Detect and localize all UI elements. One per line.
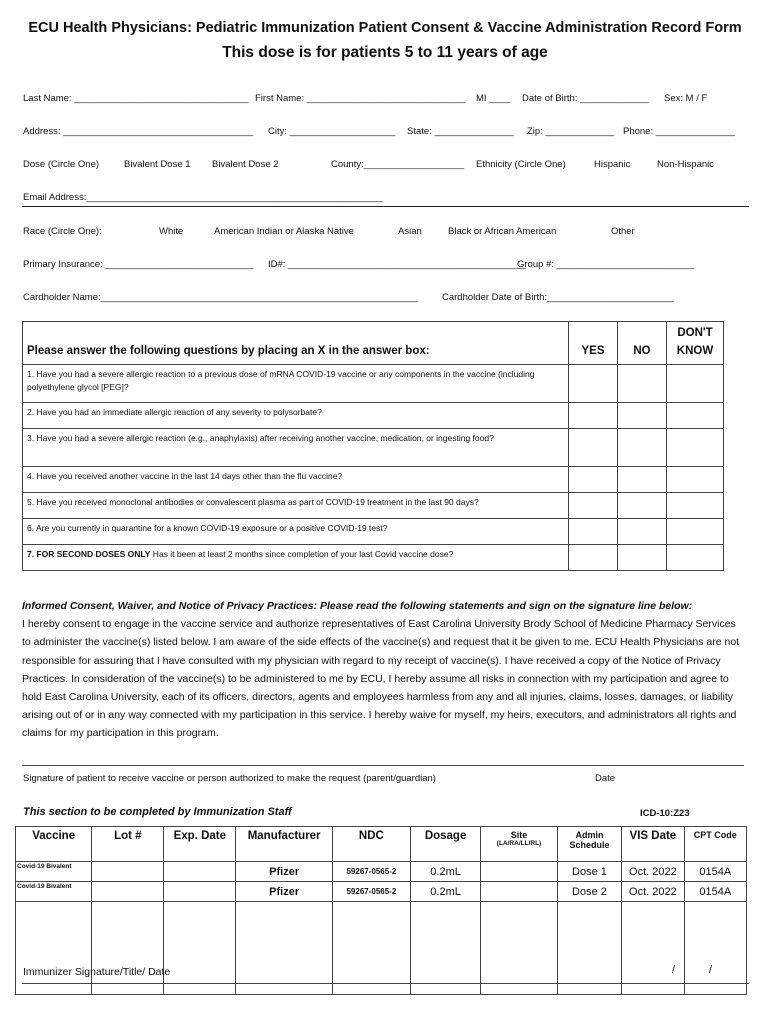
first-name-field[interactable]: First Name: ______________________________ [255, 93, 466, 104]
site-cell[interactable] [481, 862, 557, 882]
question-text: 5. Have you received monoclonal antibodies or convalescent plasma as part of COVID-19 treatment in the last 90 days? [23, 492, 569, 518]
consent-body: I hereby consent to engage in the vaccine service and authorize representatives of East Carolina University Brody School of Medicine Pharmacy Services to administer the vaccine(s) listed below. I am aware of the side effects of the vaccine(s) and request that it be given to me. ECU Health Physicians are not responsible for assuring that I have consulted with my physician with regard to my receipt of vaccine(s). I have received a copy of the Notice of Privacy Practices. In consideration of the vaccine(s) to be administered to me by ECU, I hereby assume all risks in connection with my participation and agree to hold East Carolina University, each of its officers, directors, agents and employees harmless from any and all injuries, claims, losses, damages, or liability arising out of or in any way connected with my participation in this service. I hereby waive for myself, my heirs, executors, and administrators all rights and claims for my participation in this program. [22, 618, 740, 740]
empty-cell [332, 902, 410, 995]
race-ai-option[interactable]: American Indian or Alaska Native [214, 226, 354, 237]
col-exp-date: Exp. Date [164, 827, 236, 862]
bivalent-dose-1-option[interactable]: Bivalent Dose 1 [124, 159, 191, 170]
screening-questions-table [22, 321, 724, 571]
dose-label: Dose (Circle One) [23, 159, 100, 170]
group-number-field[interactable]: Group #: __________________________ [517, 259, 694, 270]
col-manufacturer: Manufacturer [236, 827, 333, 862]
cardholder-name-field[interactable]: Cardholder Name:____________________________________________________________ [23, 292, 418, 303]
yes-box[interactable] [569, 466, 618, 492]
dosage-cell: 0.2mL [410, 882, 480, 902]
yes-box[interactable] [569, 518, 618, 544]
icd-code: ICD-10:Z23 [640, 808, 690, 819]
dont-know-line1: DON'T [677, 327, 713, 339]
yes-box[interactable] [569, 544, 618, 570]
col-site-sub: (LA/RA/LL/RL) [496, 840, 542, 847]
col-vaccine: Vaccine [16, 827, 92, 862]
col-admin-line1: Admin [575, 830, 604, 840]
manufacturer-cell: Pfizer [236, 882, 333, 902]
yes-header: YES [569, 322, 618, 365]
yes-box[interactable] [569, 364, 618, 402]
empty-cell [684, 902, 746, 995]
question-text: 6. Are you currently in quarantine for a known COVID-19 exposure or a positive COVID-19 test? [23, 518, 569, 544]
date-slash-2: / [709, 964, 713, 976]
question-row [23, 466, 724, 492]
question-row [23, 402, 724, 428]
col-lot: Lot # [92, 827, 164, 862]
state-field[interactable]: State: _______________ [407, 126, 514, 137]
question-row [23, 544, 724, 570]
signature-date-label: Date [595, 773, 616, 784]
staff-section-heading: This section to be completed by Immunization Staff [23, 806, 292, 818]
empty-cell [92, 902, 164, 995]
empty-cell [16, 902, 92, 995]
dont-know-box[interactable] [667, 364, 724, 402]
admin-cell: Dose 1 [557, 862, 622, 882]
cardholder-dob-field[interactable]: Cardholder Date of Birth:________________________ [442, 292, 674, 303]
site-cell[interactable] [481, 882, 557, 902]
col-site-label: Site [510, 830, 528, 840]
question-row [23, 518, 724, 544]
exp-cell[interactable] [164, 882, 236, 902]
cpt-cell: 0154A [684, 862, 746, 882]
cpt-cell: 0154A [684, 882, 746, 902]
vaccine-cell: Covid-19 Bivalent [16, 882, 92, 902]
dont-know-box[interactable] [667, 492, 724, 518]
vis-cell: Oct. 2022 [622, 862, 684, 882]
no-box[interactable] [618, 402, 667, 428]
no-header: NO [618, 322, 667, 365]
form-title: ECU Health Physicians: Pediatric Immunization Patient Consent & Vaccine Administration Record Form [28, 20, 742, 36]
manufacturer-cell: Pfizer [236, 862, 333, 882]
dont-know-box[interactable] [667, 544, 724, 570]
question-text: 2. Have you had an immediate allergic reaction of any severity to polysorbate? [23, 402, 569, 428]
email-field[interactable]: Email Address:________________________________________________________ [23, 192, 383, 203]
yes-box[interactable] [569, 428, 618, 466]
signature-line[interactable] [22, 765, 744, 766]
empty-cell [557, 902, 622, 995]
race-other-option[interactable]: Other [611, 226, 635, 237]
section-divider [22, 206, 749, 207]
question-text [23, 544, 569, 570]
city-field[interactable]: City: ____________________ [268, 126, 396, 137]
vaccine-row [16, 882, 747, 902]
question-text: 4. Have you received another vaccine in the last 14 days other than the flu vaccine? [23, 466, 569, 492]
date-slash-1: / [672, 964, 676, 976]
consent-heading: Informed Consent, Waiver, and Notice of Privacy Practices: Please read the following statements and sign on the signature line below: [22, 600, 693, 612]
non-hispanic-option[interactable]: Non-Hispanic [657, 159, 715, 170]
ndc-cell: 59267-0565-2 [332, 862, 410, 882]
empty-cell [164, 902, 236, 995]
exp-cell[interactable] [164, 862, 236, 882]
col-cpt-code: CPT Code [684, 827, 746, 862]
ndc-cell: 59267-0565-2 [332, 882, 410, 902]
no-box[interactable] [618, 492, 667, 518]
hispanic-option[interactable]: Hispanic [594, 159, 631, 170]
empty-cell [236, 902, 333, 995]
race-asian-option[interactable]: Asian [398, 226, 422, 237]
race-black-option[interactable]: Black or African American [448, 226, 557, 237]
dont-know-line2: KNOW [676, 344, 714, 357]
col-site [481, 827, 557, 862]
last-name-field[interactable]: Last Name: _________________________________ [23, 93, 249, 104]
signature-label: Signature of patient to receive vaccine or person authorized to make the request (parent/guardian) [23, 773, 436, 784]
no-box[interactable] [618, 428, 667, 466]
sex-field[interactable]: Sex: M / F [664, 93, 708, 104]
dob-field[interactable]: Date of Birth: _____________ [522, 93, 649, 104]
question-text: 3. Have you had a severe allergic reaction (e.g., anaphylaxis) after receiving another vaccine, medication, or ingesting food? [23, 428, 569, 466]
phone-field[interactable]: Phone: _______________ [623, 126, 736, 137]
immunizer-signature-label: Immunizer Signature/Title/ Date [23, 966, 171, 978]
vis-cell: Oct. 2022 [622, 882, 684, 902]
primary-insurance-field[interactable]: Primary Insurance: ____________________________ [23, 259, 254, 270]
col-admin-line2: Schedule [569, 840, 610, 850]
ethnicity-label: Ethnicity (Circle One) [476, 159, 566, 170]
consent-section [22, 597, 747, 743]
col-vis-date: VIS Date [622, 827, 684, 862]
empty-cell [481, 902, 557, 995]
lot-cell[interactable] [92, 862, 164, 882]
yes-box[interactable] [569, 402, 618, 428]
no-box[interactable] [618, 544, 667, 570]
insurance-id-field[interactable]: ID#: _____________________________________________ [268, 259, 526, 270]
bivalent-dose-2-option[interactable]: Bivalent Dose 2 [212, 159, 279, 170]
dont-know-header [667, 322, 724, 365]
no-box[interactable] [618, 518, 667, 544]
dont-know-box[interactable] [667, 402, 724, 428]
empty-row [16, 902, 747, 995]
empty-cell [622, 902, 684, 995]
no-box[interactable] [618, 466, 667, 492]
empty-cell [410, 902, 480, 995]
vaccine-cell: Covid-19 Bivalent [16, 862, 92, 882]
dosage-cell: 0.2mL [410, 862, 480, 882]
col-admin-schedule [557, 827, 622, 862]
question-7-text: Has it been at least 2 months since completion of your last Covid vaccine dose? [150, 548, 454, 559]
admin-cell: Dose 2 [557, 882, 622, 902]
questions-header: Please answer the following questions by placing an X in the answer box: [23, 322, 569, 365]
dont-know-box[interactable] [667, 428, 724, 466]
col-ndc: NDC [332, 827, 410, 862]
race-label: Race (Circle One): [23, 226, 102, 237]
question-text: 1. Have you had a severe allergic reaction to a previous dose of mRNA COVID-19 vaccine or any components in the vaccine (including polyethylene glycol [PEG]? [23, 364, 569, 402]
dont-know-box[interactable] [667, 466, 724, 492]
second-dose-emphasis: 7. FOR SECOND DOSES ONLY [27, 548, 151, 559]
yes-box[interactable] [569, 492, 618, 518]
question-row [23, 492, 724, 518]
no-box[interactable] [618, 364, 667, 402]
race-white-option[interactable]: White [159, 226, 184, 237]
immunizer-signature-line[interactable] [22, 983, 749, 984]
county-field[interactable]: County:___________________ [331, 159, 465, 170]
zip-field[interactable]: Zip: _____________ [527, 126, 615, 137]
col-dosage: Dosage [410, 827, 480, 862]
mi-field[interactable]: MI ____ [476, 93, 511, 104]
question-row [23, 428, 724, 466]
form-subtitle: This dose is for patients 5 to 11 years of age [222, 44, 548, 61]
dont-know-box[interactable] [667, 518, 724, 544]
question-row [23, 364, 724, 402]
address-field[interactable]: Address: ____________________________________ [23, 126, 254, 137]
lot-cell[interactable] [92, 882, 164, 902]
vaccine-row [16, 862, 747, 882]
